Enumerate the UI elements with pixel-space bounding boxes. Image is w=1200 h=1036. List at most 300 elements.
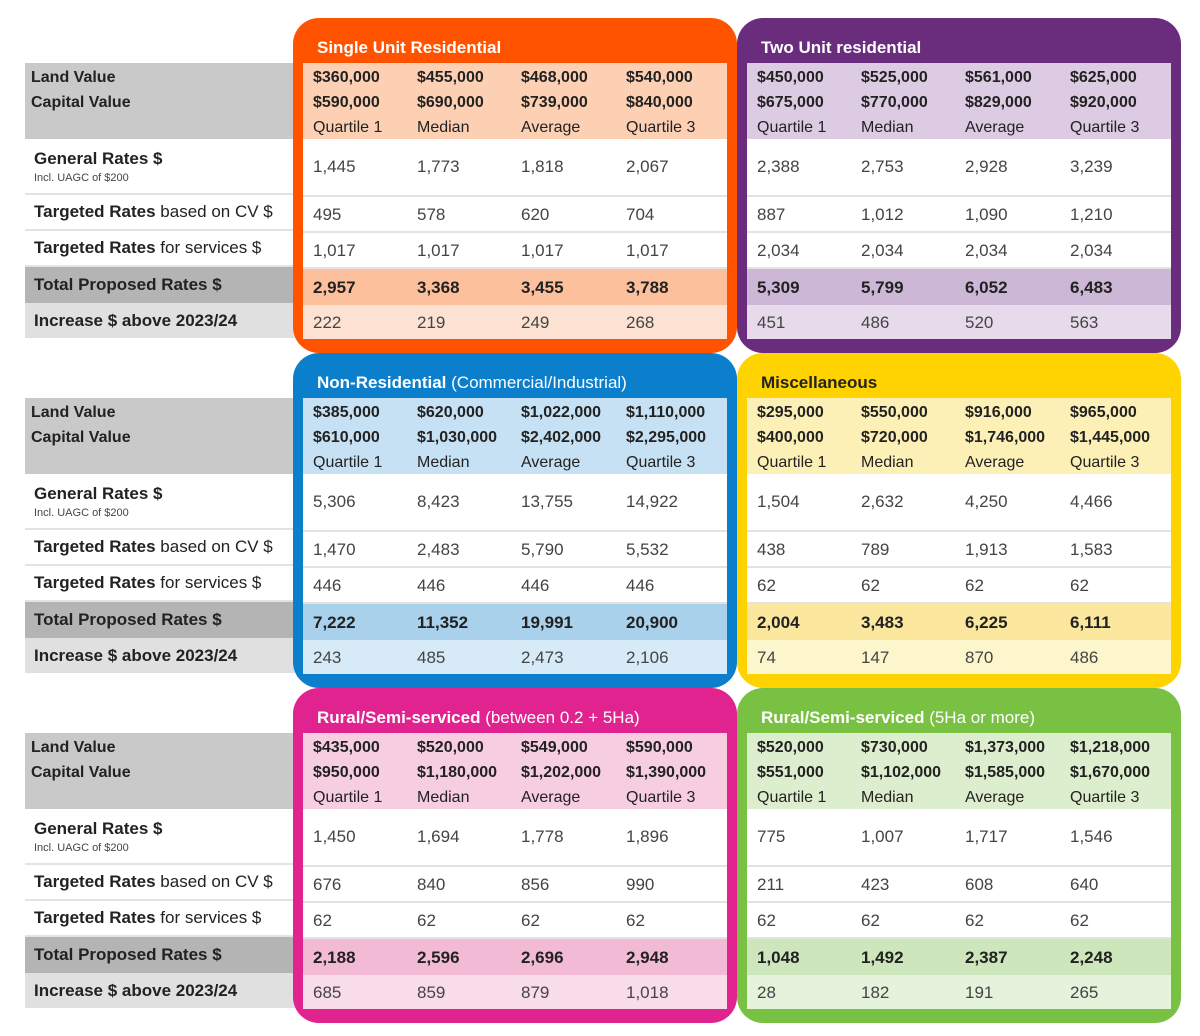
capital-value-cell: $1,180,000 — [417, 764, 498, 781]
row-labels — [25, 63, 295, 338]
increase-cell: 265 — [1070, 983, 1099, 1002]
targeted-cv-label-row — [25, 865, 295, 901]
stat-label-cell: Median — [417, 454, 470, 471]
targeted-cv-cell: 640 — [1070, 875, 1099, 894]
general-cell: 2,928 — [965, 157, 1008, 176]
land-value-cell: $590,000 — [626, 739, 693, 756]
capital-value-cell: $400,000 — [757, 429, 824, 446]
total-cell: 3,368 — [417, 278, 460, 297]
increase-cell: 859 — [417, 983, 446, 1002]
total-label: Total Proposed Rates $ — [34, 610, 222, 629]
land-value-label: Land Value — [31, 739, 116, 756]
capital-value-cell: $1,102,000 — [861, 764, 942, 781]
total-cell: 3,483 — [861, 613, 904, 632]
general-cell: 1,504 — [757, 492, 800, 511]
increase-label-row — [25, 303, 295, 338]
targeted-services-cell: 62 — [757, 576, 776, 595]
capital-value-cell: $1,390,000 — [626, 764, 707, 781]
capital-value-cell: $950,000 — [313, 764, 380, 781]
stat-label-cell: Average — [965, 454, 1025, 471]
targeted-cv-cell: 990 — [626, 875, 655, 894]
panel-title-main: Single Unit Residential — [317, 38, 502, 57]
general-rates-label: General Rates $ — [34, 819, 163, 838]
land-value-cell: $620,000 — [417, 404, 484, 421]
targeted-services-cell: 62 — [965, 576, 984, 595]
total-label: Total Proposed Rates $ — [34, 945, 222, 964]
targeted-cv-cell: 704 — [626, 205, 655, 224]
general-rates-row — [303, 139, 727, 197]
general-cell: 1,778 — [521, 827, 564, 846]
general-cell: 8,423 — [417, 492, 460, 511]
capital-value-cell: $690,000 — [417, 94, 484, 111]
targeted-cv-cell: 1,470 — [313, 540, 356, 559]
targeted-cv-label-rest: based on CV $ — [155, 202, 273, 221]
total-row — [747, 939, 1171, 975]
general-cell: 2,388 — [757, 157, 800, 176]
panel-title — [317, 708, 640, 728]
capital-value-cell: $1,585,000 — [965, 764, 1046, 781]
general-rates-note: Incl. UAGC of $200 — [34, 507, 129, 519]
land-value-cell: $1,218,000 — [1070, 739, 1151, 756]
total-cell: 1,492 — [861, 948, 904, 967]
targeted-services-cell: 62 — [1070, 576, 1089, 595]
general-cell: 1,717 — [965, 827, 1008, 846]
total-cell: 6,483 — [1070, 278, 1113, 297]
panel-two-unit-residential — [737, 18, 1181, 353]
total-cell: 2,957 — [313, 278, 356, 297]
rates-table — [303, 63, 727, 339]
capital-value-cell: $770,000 — [861, 94, 928, 111]
targeted-services-label-bold: Targeted Rates — [34, 573, 156, 592]
increase-cell: 147 — [861, 648, 890, 667]
targeted-cv-cell: 887 — [757, 205, 786, 224]
targeted-services-cell: 446 — [521, 576, 550, 595]
targeted-cv-cell: 423 — [861, 875, 890, 894]
general-cell: 1,007 — [861, 827, 904, 846]
targeted-services-cell: 62 — [313, 911, 332, 930]
targeted-services-label-rest: for services $ — [155, 908, 262, 927]
general-cell: 1,445 — [313, 157, 356, 176]
total-row — [747, 269, 1171, 305]
general-rates-label-row — [25, 139, 295, 195]
general-cell: 2,753 — [861, 157, 904, 176]
targeted-services-label-bold: Targeted Rates — [34, 238, 156, 257]
increase-cell: 879 — [521, 983, 550, 1002]
stat-label-cell: Quartile 1 — [313, 454, 383, 471]
targeted-services-row — [747, 568, 1171, 604]
general-cell: 1,450 — [313, 827, 356, 846]
total-cell: 3,455 — [521, 278, 564, 297]
capital-value-cell: $1,746,000 — [965, 429, 1046, 446]
rates-block-3 — [0, 688, 1200, 1023]
targeted-cv-cell: 438 — [757, 540, 786, 559]
increase-cell: 1,018 — [626, 983, 669, 1002]
stat-label-cell: Median — [417, 789, 470, 806]
targeted-services-cell: 62 — [521, 911, 540, 930]
general-cell: 4,466 — [1070, 492, 1113, 511]
land-value-cell: $625,000 — [1070, 69, 1137, 86]
stat-label-cell: Median — [417, 119, 470, 136]
capital-value-cell: $610,000 — [313, 429, 380, 446]
panel-title-sub: (5Ha or more) — [924, 708, 1035, 727]
general-rates-row — [747, 809, 1171, 867]
increase-row — [747, 975, 1171, 1009]
capital-value-label: Capital Value — [31, 764, 131, 781]
stat-label-cell: Median — [861, 119, 914, 136]
targeted-services-cell: 62 — [861, 911, 880, 930]
stat-label-cell: Quartile 1 — [313, 119, 383, 136]
targeted-services-cell: 1,017 — [417, 241, 460, 260]
general-cell: 1,694 — [417, 827, 460, 846]
total-cell: 2,004 — [757, 613, 800, 632]
targeted-services-cell: 2,034 — [1070, 241, 1113, 260]
increase-cell: 74 — [757, 648, 776, 667]
stat-label-cell: Average — [521, 119, 581, 136]
stat-label-cell: Average — [965, 119, 1025, 136]
targeted-services-cell: 62 — [626, 911, 645, 930]
panel-title — [317, 38, 501, 58]
targeted-cv-label-bold: Targeted Rates — [34, 872, 156, 891]
targeted-cv-cell: 2,483 — [417, 540, 460, 559]
targeted-services-cell: 1,017 — [521, 241, 564, 260]
increase-cell: 520 — [965, 313, 994, 332]
panel-rural-semi-serviced-large — [737, 688, 1181, 1023]
increase-cell: 486 — [1070, 648, 1099, 667]
total-cell: 6,052 — [965, 278, 1008, 297]
land-value-cell: $520,000 — [757, 739, 824, 756]
stat-label-cell: Average — [965, 789, 1025, 806]
targeted-services-cell: 62 — [757, 911, 776, 930]
general-cell: 1,773 — [417, 157, 460, 176]
value-header-row — [303, 733, 727, 809]
land-value-cell: $1,110,000 — [626, 404, 706, 421]
targeted-services-cell: 1,017 — [313, 241, 356, 260]
targeted-cv-cell: 1,210 — [1070, 205, 1113, 224]
capital-value-cell: $920,000 — [1070, 94, 1137, 111]
general-cell: 5,306 — [313, 492, 356, 511]
targeted-cv-cell: 789 — [861, 540, 890, 559]
capital-value-cell: $2,402,000 — [521, 429, 602, 446]
stat-label-cell: Quartile 1 — [757, 789, 827, 806]
total-cell: 11,352 — [417, 613, 469, 632]
land-value-cell: $360,000 — [313, 69, 380, 86]
targeted-cv-cell: 856 — [521, 875, 550, 894]
targeted-cv-label-bold: Targeted Rates — [34, 202, 156, 221]
increase-cell: 685 — [313, 983, 342, 1002]
total-cell: 3,788 — [626, 278, 669, 297]
increase-cell: 485 — [417, 648, 446, 667]
capital-value-cell: $1,670,000 — [1070, 764, 1151, 781]
total-label: Total Proposed Rates $ — [34, 275, 222, 294]
targeted-services-cell: 1,017 — [626, 241, 669, 260]
targeted-cv-label-rest: based on CV $ — [155, 537, 273, 556]
targeted-services-cell: 446 — [626, 576, 655, 595]
targeted-cv-label-row — [25, 195, 295, 231]
increase-cell: 28 — [757, 983, 776, 1002]
targeted-cv-cell: 5,790 — [521, 540, 564, 559]
targeted-services-label-bold: Targeted Rates — [34, 908, 156, 927]
general-rates-row — [303, 474, 727, 532]
general-cell: 13,755 — [521, 492, 573, 511]
capital-value-label: Capital Value — [31, 94, 131, 111]
increase-cell: 870 — [965, 648, 994, 667]
capital-value-cell: $551,000 — [757, 764, 824, 781]
targeted-services-cell: 446 — [313, 576, 342, 595]
targeted-cv-row — [747, 867, 1171, 903]
panel-title-main: Two Unit residential — [761, 38, 922, 57]
capital-value-cell: $590,000 — [313, 94, 380, 111]
general-cell: 2,067 — [626, 157, 669, 176]
rates-table — [747, 733, 1171, 1009]
increase-cell: 486 — [861, 313, 890, 332]
total-cell: 6,111 — [1070, 613, 1111, 632]
targeted-services-label-row — [25, 901, 295, 937]
stat-label-cell: Median — [861, 454, 914, 471]
total-cell: 2,696 — [521, 948, 564, 967]
row-labels — [25, 398, 295, 673]
land-value-cell: $965,000 — [1070, 404, 1137, 421]
targeted-cv-cell: 1,090 — [965, 205, 1008, 224]
label-header — [25, 398, 295, 474]
total-cell: 2,596 — [417, 948, 460, 967]
rates-block-1 — [0, 18, 1200, 353]
panel-rural-semi-serviced-small — [293, 688, 737, 1023]
land-value-cell: $730,000 — [861, 739, 928, 756]
general-cell: 775 — [757, 827, 786, 846]
land-value-cell: $435,000 — [313, 739, 380, 756]
land-value-cell: $1,373,000 — [965, 739, 1046, 756]
rates-block-2 — [0, 353, 1200, 688]
total-cell: 2,188 — [313, 948, 356, 967]
targeted-services-row — [747, 903, 1171, 939]
total-cell: 7,222 — [313, 613, 356, 632]
panel-miscellaneous — [737, 353, 1181, 688]
total-cell: 20,900 — [626, 613, 678, 632]
increase-row — [303, 305, 727, 339]
targeted-services-row — [303, 233, 727, 269]
general-cell: 4,250 — [965, 492, 1008, 511]
panel-title-main: Rural/Semi-serviced — [317, 708, 481, 727]
general-cell: 3,239 — [1070, 157, 1113, 176]
stat-label-cell: Quartile 3 — [626, 119, 696, 136]
land-value-cell: $561,000 — [965, 69, 1032, 86]
land-value-cell: $450,000 — [757, 69, 824, 86]
general-rates-label-row — [25, 474, 295, 530]
capital-value-cell: $1,030,000 — [417, 429, 498, 446]
increase-cell: 191 — [965, 983, 994, 1002]
increase-cell: 222 — [313, 313, 342, 332]
stat-label-cell: Average — [521, 789, 581, 806]
panel-title-main: Rural/Semi-serviced — [761, 708, 925, 727]
stat-label-cell: Quartile 3 — [1070, 789, 1140, 806]
increase-cell: 243 — [313, 648, 342, 667]
targeted-cv-cell: 1,012 — [861, 205, 904, 224]
panel-title-main: Miscellaneous — [761, 373, 878, 392]
total-cell: 19,991 — [521, 613, 573, 632]
land-value-cell: $295,000 — [757, 404, 824, 421]
land-value-cell: $520,000 — [417, 739, 484, 756]
general-cell: 14,922 — [626, 492, 678, 511]
general-rates-label: General Rates $ — [34, 484, 163, 503]
targeted-services-cell: 2,034 — [757, 241, 800, 260]
stat-label-cell: Quartile 1 — [757, 454, 827, 471]
targeted-services-label-row — [25, 566, 295, 602]
general-rates-label: General Rates $ — [34, 149, 163, 168]
capital-value-label: Capital Value — [31, 429, 131, 446]
increase-label: Increase $ above 2023/24 — [34, 311, 238, 330]
label-header — [25, 733, 295, 809]
general-rates-label-row — [25, 809, 295, 865]
targeted-services-cell: 2,034 — [965, 241, 1008, 260]
general-rates-row — [747, 474, 1171, 532]
targeted-cv-row — [303, 867, 727, 903]
targeted-cv-row — [747, 532, 1171, 568]
row-labels — [25, 733, 295, 1008]
capital-value-cell: $829,000 — [965, 94, 1032, 111]
increase-row — [303, 975, 727, 1009]
rates-table — [747, 398, 1171, 674]
stat-label-cell: Quartile 1 — [757, 119, 827, 136]
targeted-services-label-rest: for services $ — [155, 238, 262, 257]
total-row — [303, 604, 727, 640]
value-header-row — [747, 63, 1171, 139]
land-value-cell: $468,000 — [521, 69, 588, 86]
panel-title — [761, 38, 921, 58]
general-rates-row — [747, 139, 1171, 197]
targeted-cv-label-bold: Targeted Rates — [34, 537, 156, 556]
total-cell: 5,799 — [861, 278, 904, 297]
targeted-cv-cell: 211 — [757, 875, 785, 894]
panel-title-sub: (between 0.2 + 5Ha) — [480, 708, 640, 727]
increase-row — [747, 305, 1171, 339]
targeted-cv-row — [747, 197, 1171, 233]
increase-row — [747, 640, 1171, 674]
land-value-cell: $916,000 — [965, 404, 1032, 421]
capital-value-cell: $1,202,000 — [521, 764, 602, 781]
value-header-row — [747, 398, 1171, 474]
land-value-cell: $549,000 — [521, 739, 588, 756]
increase-row — [303, 640, 727, 674]
increase-cell: 451 — [757, 313, 786, 332]
rates-table — [747, 63, 1171, 339]
panel-title-sub: (Commercial/Industrial) — [446, 373, 627, 392]
stat-label-cell: Quartile 3 — [1070, 119, 1140, 136]
stat-label-cell: Quartile 3 — [626, 454, 696, 471]
targeted-services-label-row — [25, 231, 295, 267]
targeted-cv-row — [303, 197, 727, 233]
increase-cell: 2,473 — [521, 648, 564, 667]
capital-value-cell: $739,000 — [521, 94, 588, 111]
general-cell: 1,818 — [521, 157, 564, 176]
targeted-services-cell: 62 — [417, 911, 436, 930]
panel-title — [761, 373, 877, 393]
total-cell: 2,248 — [1070, 948, 1113, 967]
increase-cell: 182 — [861, 983, 890, 1002]
increase-cell: 249 — [521, 313, 550, 332]
stat-label-cell: Quartile 1 — [313, 789, 383, 806]
targeted-cv-cell: 1,583 — [1070, 540, 1113, 559]
targeted-services-cell: 62 — [1070, 911, 1089, 930]
stat-label-cell: Quartile 3 — [1070, 454, 1140, 471]
targeted-cv-cell: 676 — [313, 875, 342, 894]
stat-label-cell: Median — [861, 789, 914, 806]
land-value-cell: $1,022,000 — [521, 404, 602, 421]
targeted-cv-cell: 608 — [965, 875, 994, 894]
rates-table — [303, 733, 727, 1009]
total-cell: 6,225 — [965, 613, 1008, 632]
panel-single-unit-residential — [293, 18, 737, 353]
general-rates-note: Incl. UAGC of $200 — [34, 172, 129, 184]
total-label-row — [25, 267, 295, 303]
targeted-cv-cell: 5,532 — [626, 540, 669, 559]
increase-cell: 563 — [1070, 313, 1099, 332]
targeted-cv-cell: 495 — [313, 205, 342, 224]
total-cell: 2,387 — [965, 948, 1008, 967]
general-cell: 1,546 — [1070, 827, 1113, 846]
general-rates-note: Incl. UAGC of $200 — [34, 842, 129, 854]
rates-table — [303, 398, 727, 674]
value-header-row — [747, 733, 1171, 809]
land-value-cell: $455,000 — [417, 69, 484, 86]
increase-cell: 268 — [626, 313, 655, 332]
land-value-label: Land Value — [31, 69, 116, 86]
increase-cell: 2,106 — [626, 648, 669, 667]
panel-title — [317, 373, 627, 393]
targeted-cv-cell: 1,913 — [965, 540, 1008, 559]
targeted-cv-label-row — [25, 530, 295, 566]
total-row — [303, 939, 727, 975]
targeted-services-row — [303, 568, 727, 604]
label-header — [25, 63, 295, 139]
targeted-cv-label-rest: based on CV $ — [155, 872, 273, 891]
increase-label-row — [25, 638, 295, 673]
increase-label: Increase $ above 2023/24 — [34, 981, 238, 1000]
value-header-row — [303, 398, 727, 474]
panel-non-residential — [293, 353, 737, 688]
land-value-cell: $540,000 — [626, 69, 693, 86]
panel-title-main: Non-Residential — [317, 373, 447, 392]
targeted-services-row — [303, 903, 727, 939]
targeted-services-row — [747, 233, 1171, 269]
general-cell: 2,632 — [861, 492, 904, 511]
targeted-services-cell: 62 — [965, 911, 984, 930]
capital-value-cell: $720,000 — [861, 429, 928, 446]
targeted-services-cell: 62 — [861, 576, 880, 595]
capital-value-cell: $2,295,000 — [626, 429, 707, 446]
land-value-cell: $385,000 — [313, 404, 380, 421]
stat-label-cell: Quartile 3 — [626, 789, 696, 806]
increase-label-row — [25, 973, 295, 1008]
total-row — [747, 604, 1171, 640]
total-label-row — [25, 602, 295, 638]
land-value-cell: $550,000 — [861, 404, 928, 421]
targeted-cv-cell: 578 — [417, 205, 446, 224]
targeted-cv-cell: 620 — [521, 205, 550, 224]
total-row — [303, 269, 727, 305]
total-cell: 2,948 — [626, 948, 669, 967]
targeted-services-cell: 2,034 — [861, 241, 904, 260]
general-cell: 1,896 — [626, 827, 669, 846]
increase-cell: 219 — [417, 313, 446, 332]
targeted-services-label-rest: for services $ — [155, 573, 262, 592]
general-rates-row — [303, 809, 727, 867]
total-cell: 1,048 — [757, 948, 800, 967]
stat-label-cell: Average — [521, 454, 581, 471]
panel-title — [761, 708, 1035, 728]
total-label-row — [25, 937, 295, 973]
land-value-label: Land Value — [31, 404, 116, 421]
capital-value-cell: $840,000 — [626, 94, 693, 111]
